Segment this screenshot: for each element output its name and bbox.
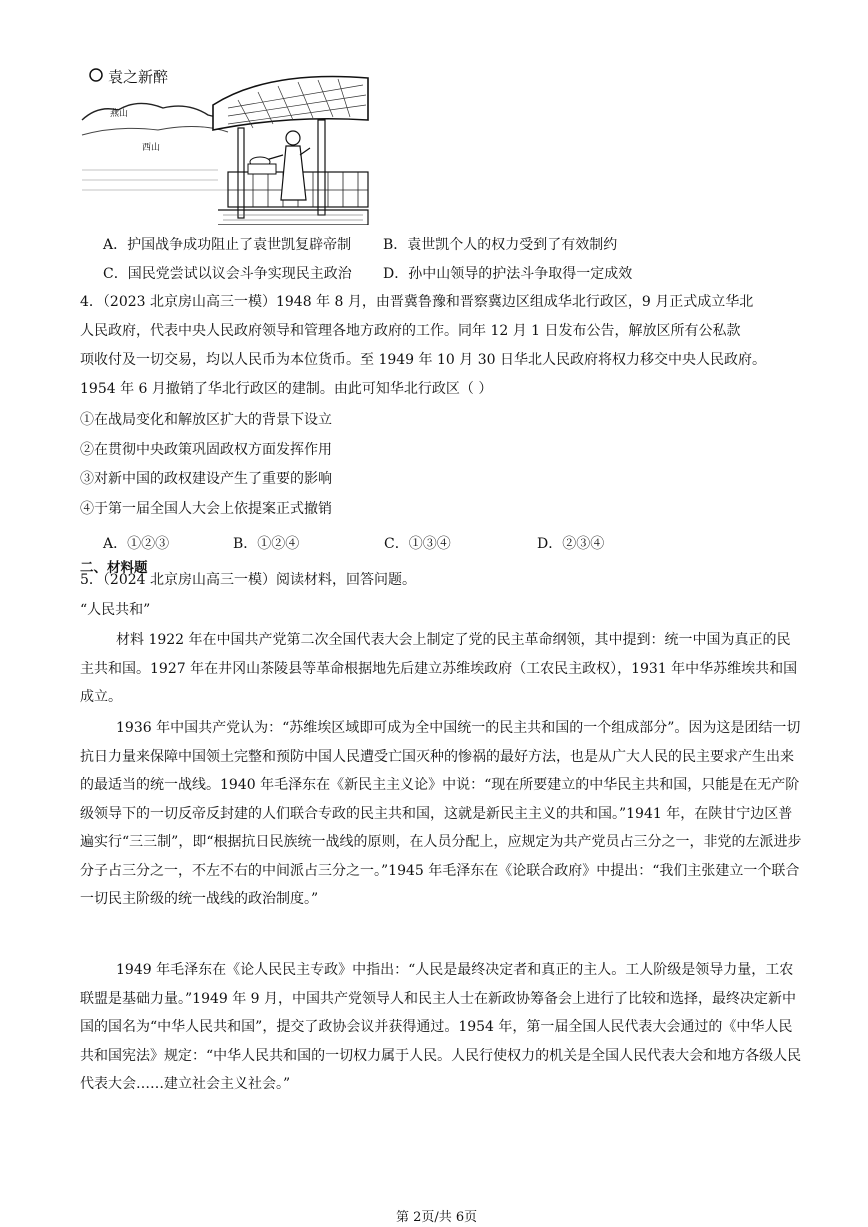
q4-line-4: 1954 年 6 月撤销了华北行政区的建制。由此可知华北行政区（ ） [80, 381, 493, 397]
material-paragraph-1: 材料 1922 年在中国共产党第二次全国代表大会上制定了党的民主革命纲领，其中提到：统一中国为真正的民主共和国。1927 年在井冈山茶陵县等革命根据地先后建立苏维埃政府（工农民主政权），1931 年中华苏维埃共和国成立。 [80, 632, 798, 705]
q4-item-1: ①在战局变化和解放区扩大的背景下设立 [80, 412, 332, 428]
q4-item-4: ④于第一届全国人大会上依提案正式撤销 [80, 501, 332, 517]
option-c: C．国民党尝试以议会斗争实现民主政治 [103, 266, 352, 282]
q4-line-1: 4．（2023 北京房山高三一模）1948 年 8 月，由晋冀鲁豫和晋察冀边区组成华北行政区，9 月正式成立华北 [80, 294, 754, 310]
q4-option-c: C．①③④ [384, 536, 451, 552]
q5-subtitle: “人民共和” [80, 602, 151, 618]
cartoon-illustration [78, 60, 370, 225]
q4-item-2: ②在贯彻中央政策巩固政权方面发挥作用 [80, 442, 332, 458]
material-paragraph-2: 1936 年中国共产党认为：“苏维埃区域即可成为全中国统一的民主共和国的一个组成部分”。因为这是团结一切抗日力量来保障中国领土完整和预防中国人民遭受亡国灭种的惨祸的最好方法，也是从广大人民的民主要求产生出来的最适当的统一战线。1940 年毛泽东在《新民主主义论》中说：“现在所要建立的中华民主共和国，只能是在无产阶级领导下的一切反帝反封建的人们联合专政的民主共和国，这就是新民主主义的共和国。”1941 年，在陕甘宁边区普遍实行“三三制”，即“根据抗日民族统一战线的原则，在人员分配上，应规定为共产党员占三分之一，非党的左派进步分子占三分之一，不左不右的中间派占三分之一。”1945 年毛泽东在《论联合政府》中提出：“我们主张建立一个联合一切民主阶级的统一战线的政治制度。” [80, 720, 802, 907]
option-d: D．孙中山领导的护法斗争取得一定成效 [383, 266, 633, 282]
option-a: A．护国战争成功阻止了袁世凯复辟帝制 [103, 237, 352, 253]
q4-item-3: ③对新中国的政权建设产生了重要的影响 [80, 471, 332, 487]
cartoon-label-2: 西山 [142, 143, 161, 153]
page-footer: 第 2页/共 6页 [396, 1210, 478, 1225]
q5-stem: 5．（2024 北京房山高三一模）阅读材料，回答问题。 [80, 572, 416, 588]
section-heading: 二、材料题 [80, 560, 148, 576]
q4-line-3: 项收付及一切交易，均以人民币为本位货币。至 1949 年 10 月 30 日华北人民政府将权力移交中央人民政府。 [80, 352, 766, 368]
material-paragraph-3: 1949 年毛泽东在《论人民民主专政》中指出：“人民是最终决定者和真正的主人。工人阶级是领导力量，工农联盟是基础力量。”1949 年 9 月，中国共产党领导人和民主人士在新政协筹备会上进行了比较和选择，最终决定新中国的国名为“中华人民共和国”，提交了政协会议并获得通过。1954 年，第一届全国人民代表大会通过的《中华人民共和国宪法》规定：“中华人民共和国的一切权力属于人民。人民行使权力的机关是全国人民代表大会和地方各级人民代表大会……建立社会主义社会。” [80, 962, 802, 1092]
q4-option-a: A．①②③ [103, 536, 170, 552]
option-b: B．袁世凯个人的权力受到了有效制约 [383, 237, 618, 253]
q4-option-b: B．①②④ [233, 536, 300, 552]
cartoon-label-1: 燕山 [110, 109, 129, 119]
q4-line-2: 人民政府，代表中央人民政府领导和管理各地方政府的工作。同年 12 月 1 日发布公告，解放区所有公私款 [80, 323, 741, 339]
cartoon-caption: 袁之新醉 [108, 68, 169, 86]
q4-option-d: D．②③④ [537, 536, 605, 552]
